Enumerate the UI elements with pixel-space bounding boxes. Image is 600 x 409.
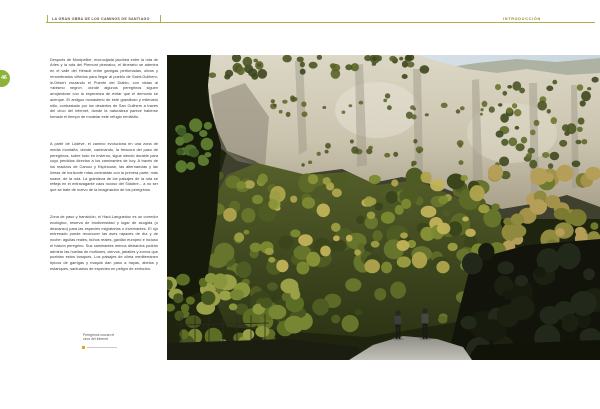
tree-canopy (241, 208, 255, 223)
sunlit-canopy (302, 197, 315, 209)
cliff-shrub (309, 62, 318, 69)
cliff-shrub (349, 104, 353, 107)
shadowed-canopy (497, 305, 520, 328)
sunlit-canopy (364, 259, 380, 273)
shrub (243, 329, 255, 340)
cliff-shrub (500, 113, 509, 122)
cliff-shrub (416, 146, 424, 152)
hiker-backpack (422, 314, 429, 324)
cliff-shrub (546, 86, 553, 92)
sunlit-canopy (268, 257, 275, 263)
tree-canopy (186, 162, 195, 170)
cliff-shrub (508, 137, 517, 146)
sunlit-canopy (530, 168, 548, 185)
sunlit-canopy (530, 199, 547, 215)
shrub (181, 304, 189, 313)
sunlit-canopy (461, 175, 468, 181)
sunlit-canopy (488, 165, 503, 181)
cliff-shrub (580, 100, 586, 106)
tree-canopy (374, 288, 386, 301)
hiker-head (422, 308, 427, 313)
cliff-shrub (359, 101, 364, 105)
sunlit-canopy (438, 196, 448, 205)
cliff-shrub (542, 152, 549, 158)
shadowed-canopy (561, 314, 578, 332)
sunlit-canopy (236, 181, 246, 189)
credit-marker-icon (82, 346, 85, 349)
cliff-shrub (515, 126, 520, 130)
tree-canopy (331, 315, 340, 324)
shadowed-canopy (497, 261, 514, 274)
cliff-shrub (385, 93, 390, 98)
cliff-shrub (537, 101, 547, 111)
shadowed-canopy (515, 275, 528, 286)
sunlit-canopy (381, 212, 395, 224)
cliff-shrub (529, 160, 537, 169)
cliff-shrub (325, 143, 331, 149)
tree-canopy (176, 160, 187, 172)
cliff-shrub (364, 55, 372, 61)
shrub (268, 305, 286, 320)
sunlit-canopy (323, 177, 331, 185)
cliff-shrub (412, 114, 417, 119)
cliff-shrub (271, 99, 275, 103)
cliff-shrub (237, 66, 245, 75)
sunlit-canopy (381, 262, 392, 274)
sunlit-canopy (276, 260, 288, 273)
sunlit-canopy (568, 209, 586, 226)
cliff-shrub (507, 85, 512, 89)
header-rule (46, 22, 595, 23)
cliff-shrub (506, 107, 512, 113)
cliff-shrub (526, 153, 532, 159)
cliff-shrub (322, 106, 326, 109)
shadowed-canopy (583, 268, 595, 280)
cliff-shrub (581, 91, 591, 101)
cliff-shrub (534, 120, 540, 126)
body-paragraph-1: Después de Montpellier, encrucijada jacobea entre la ruta de Arles y la ruta del Piemont pirenaico, el itinerario se adentra en el valle del Hérault entre garrigas perfumadas, olivos y renombrados viñedos para llegar al pueblo de Saint-Guilhem-le-Désert cruzando el Puente del Diablo, con vistas al «abismo negro», donde algunos peregrinos siguen arrojándose con la esperanza de evitar que el demonio se acerque. El antiguo monasterio de este grandioso y milenario sitio, contrastado por los desiertos de San Guilhem a través del circo del Infernet, donde la naturaleza parece haberse tomado el tiempo de modelar este refugio ermitaño. (50, 56, 158, 119)
sunlit-canopy (462, 217, 469, 222)
sunlit-canopy (397, 256, 411, 267)
cliff-shrub (499, 157, 509, 167)
cliff-shrub (325, 150, 329, 154)
cliff-shrub (342, 111, 346, 114)
tree-canopy (342, 315, 359, 332)
hiker-head (395, 310, 400, 315)
shrub (201, 291, 215, 305)
cliff-shrub (551, 117, 557, 124)
cliff-shrub (273, 104, 277, 107)
sunlit-canopy (371, 241, 380, 248)
tree-canopy (176, 148, 184, 155)
sunlit-canopy (465, 229, 476, 237)
page-number: 46 (1, 74, 7, 81)
cliff-shrub (514, 109, 521, 116)
sunlit-canopy (223, 208, 237, 222)
sunlit-canopy (234, 232, 244, 242)
sunlit-canopy (511, 214, 525, 226)
sunlit-canopy (554, 208, 570, 220)
cliff-shrub (282, 55, 291, 62)
cliff-shrub (420, 65, 430, 73)
sunlit-canopy (367, 212, 376, 220)
sunlit-canopy (592, 171, 600, 180)
sunlit-canopy (331, 223, 341, 232)
sunlit-canopy (332, 188, 342, 197)
sunlit-canopy (421, 172, 432, 183)
tree-canopy (390, 282, 406, 299)
tree-canopy (267, 282, 278, 291)
sunlit-canopy (397, 240, 410, 251)
hiker-shadow (419, 338, 431, 341)
shadowed-canopy (478, 243, 494, 261)
sunlit-canopy (555, 228, 564, 237)
running-header-title: LA GRAN OBRA DE LOS CAMINOS DE SANTIAGO (52, 16, 150, 21)
sunlit-canopy (391, 179, 398, 186)
cliff-shrub (243, 57, 253, 67)
photo-circo-del-infernet (167, 55, 600, 360)
cliff-shrub (572, 161, 581, 168)
tree-canopy (386, 191, 398, 204)
hiker-leg (423, 325, 425, 339)
cliff-shrub (481, 108, 484, 111)
tree-canopy (175, 136, 184, 145)
tree-canopy (189, 118, 202, 132)
cliff-shrub (577, 84, 583, 91)
cliff-shrub (258, 69, 268, 79)
sunlit-canopy (400, 232, 408, 238)
shrub (173, 293, 183, 303)
sunlit-canopy (369, 175, 381, 184)
cliff-shrub (548, 163, 553, 169)
cliff-shrub (530, 130, 536, 136)
shrub (290, 289, 300, 299)
sunlit-canopy (401, 199, 411, 209)
hiker-leg (396, 326, 398, 339)
cliff-shrub (480, 113, 483, 116)
tree-canopy (438, 316, 448, 324)
sunlit-canopy (290, 196, 297, 203)
cliff-shrub (402, 74, 408, 79)
sunlit-canopy (421, 206, 437, 218)
sunlit-canopy (354, 249, 361, 255)
cliff-shrub (290, 95, 295, 100)
body-paragraph-2: A partir de Lodève, el camino evoluciona en una zona de media montaña, donde, caminando, la frescura del paso de peregrinos, sobre todo en invierno, sigue siendo durable para cuyo perdidos directos a los caminantes de hoy. A través de los macizos de Caroux y Espinouse, las alternancias y las líneas de horizonte rotas contrastan con la primera parte, más suave, de la ruta. La grandeza de los paisajes de la ruta se refleja en el extravagante caos rocoso del Sidobre... a no ser que se trate de nuevo de la imaginación de los peregrinos. (50, 141, 158, 192)
shadowed-canopy (540, 306, 561, 325)
cliff-shrub (489, 106, 495, 112)
shadowed-canopy (535, 267, 546, 277)
cliff-shrub (582, 139, 588, 144)
shrub (229, 303, 238, 310)
shrub (260, 298, 272, 309)
sunlit-canopy (317, 204, 330, 218)
shrub (230, 289, 244, 300)
shrub (284, 316, 303, 334)
cliff-shrub (376, 55, 382, 61)
sunlit-canopy (346, 235, 353, 242)
hiker-leg (426, 325, 428, 339)
shrub (185, 315, 201, 328)
cliff-shrub (413, 108, 416, 111)
tree-canopy (204, 152, 211, 157)
cliff-shrub (308, 161, 312, 165)
cliff-shrub (458, 143, 462, 147)
sunlit-canopy (502, 224, 518, 241)
sunlit-canopy (412, 252, 427, 269)
cliff-shrub (562, 124, 570, 131)
sunlit-canopy (556, 165, 573, 182)
cliff-shrub (372, 56, 377, 61)
photo-caption: Peregrinos cruzan el circo del Infernet (83, 333, 115, 342)
cliff-shrub (301, 163, 304, 167)
cliff-shrub (496, 131, 504, 138)
sunlit-canopy (250, 243, 262, 253)
shadowed-canopy (502, 290, 514, 300)
tree-canopy (201, 138, 214, 151)
tree-canopy (356, 216, 364, 225)
shrub (176, 274, 190, 286)
tree-canopy (204, 122, 212, 130)
cliff-shrub (482, 101, 488, 107)
cliff-shrub (547, 109, 551, 114)
cliff-shrub (383, 99, 387, 103)
page-number-badge (0, 70, 10, 87)
sunlit-canopy (265, 248, 274, 255)
sunlit-canopy (436, 261, 449, 273)
cliff-shrub (516, 143, 525, 151)
cliff-shrub (587, 87, 591, 90)
tree-canopy (236, 261, 251, 278)
sunlit-canopy (252, 195, 263, 204)
credit-rule (87, 347, 117, 348)
cliff-shrub (411, 161, 417, 166)
tree-canopy (354, 309, 362, 316)
cliff-shrub (495, 84, 501, 90)
cliff-shrub (577, 127, 583, 132)
tree-canopy (189, 148, 199, 157)
cliff-shrub (521, 137, 527, 144)
tree-canopy (442, 210, 451, 217)
tree-canopy (278, 236, 293, 249)
cliff-shrub (459, 160, 464, 165)
cliff-shrub (552, 80, 557, 85)
hiker-leg (399, 326, 401, 339)
sunlit-canopy (448, 243, 458, 251)
cliff-shrub (501, 139, 508, 146)
sunlit-canopy (298, 234, 313, 246)
cliff-shrub (317, 152, 321, 156)
cliff-shrub (301, 101, 306, 107)
tree-canopy (198, 157, 209, 166)
cliff-shrub (368, 146, 373, 150)
tree-canopy (312, 299, 329, 316)
cliff-shrub (460, 106, 465, 110)
cliff-shrub (528, 148, 535, 154)
cliff-shrub (564, 131, 569, 136)
cliff-shrub (224, 74, 230, 79)
sunlit-canopy (470, 185, 485, 201)
cliff-shrub (519, 88, 525, 94)
shadowed-canopy (557, 243, 581, 269)
cliff-shrub (300, 69, 306, 75)
cliff-shrub (302, 111, 308, 117)
sunlit-canopy (296, 262, 309, 275)
cliff-shrub (257, 63, 261, 66)
cliff-shrub (331, 64, 340, 71)
hiker-shadow (392, 338, 404, 341)
shadowed-canopy (461, 316, 477, 330)
cliff-shrub (279, 110, 283, 114)
cliff-shrub (387, 105, 392, 110)
cliff-shrub (384, 153, 390, 158)
cliff-shrub (550, 152, 560, 161)
tree-canopy (214, 243, 234, 263)
cliff-shrub (498, 103, 502, 106)
sunlit-canopy (478, 204, 489, 213)
cliff-shrub (209, 72, 216, 78)
cliff-shrub (592, 77, 599, 83)
tree-canopy (373, 230, 383, 241)
hiker-backpack (395, 316, 402, 325)
cliff-shrub (282, 100, 287, 104)
cliff-shrub (399, 57, 403, 61)
sunlit-canopy (268, 199, 278, 209)
cliff-shrub (286, 112, 291, 117)
cliff-shrub (300, 62, 305, 68)
sunlit-canopy (320, 246, 331, 257)
tree-canopy (199, 130, 207, 137)
tree-canopy (177, 128, 186, 136)
body-paragraph-3: Zona de paso y transición, el Haut-Languedoc es un corredor ecológico, reserva de biodiversidad y lugar de acogida (o descanso) para las especies migratorias o invernantes. El ojo entrenado puede reconocer las aves rapaces de día y de noche: águilas reales, búhos reales, gavilán europeo e incluso el halcón peregrino. Sus caminantes menos distraídos podrán admirar las huellas de muflones, ciervos, jabalíes y zorros que pueblan estos bosques. Los paisajes de clima mediterráneo típicos de garrigas y maquis dan paso a hayas, abetos y estanques, santuarios de especies en peligro de extinción. (50, 214, 158, 271)
cliff-shrub (578, 118, 585, 125)
cliff-shrub (512, 103, 517, 108)
cliff-shrub (456, 109, 461, 113)
shrub (255, 326, 269, 337)
cliff-shrub (350, 140, 354, 144)
cliff-shrub (441, 103, 448, 108)
sunlit-canopy (258, 174, 268, 185)
cliff-shrub (351, 146, 358, 153)
cliff-shrub (345, 64, 352, 70)
sunlit-canopy (308, 174, 318, 184)
tree-canopy (345, 278, 361, 291)
running-header-section: INTRODUCCIÓN (503, 17, 541, 21)
sunlit-canopy (590, 222, 598, 230)
cliff-shrub (576, 140, 582, 145)
sunlit-canopy (290, 229, 300, 237)
shrub (205, 273, 217, 284)
sunlit-canopy (437, 223, 451, 235)
shrub (186, 297, 195, 305)
cliff-shrub (297, 57, 304, 62)
cliff-sunlit-patch (335, 82, 419, 138)
sunlit-canopy (364, 196, 374, 206)
cliff-shrub (248, 69, 257, 77)
cliff-shrub (559, 140, 567, 147)
sunlit-canopy (430, 179, 445, 191)
sunlit-canopy (333, 235, 340, 241)
tree-canopy (331, 239, 347, 252)
shrub (219, 291, 232, 301)
cliff-shrub (389, 56, 396, 62)
tree-canopy (375, 203, 384, 211)
cliff-shrub (413, 139, 417, 144)
shrub (175, 311, 184, 321)
shadowed-canopy (570, 291, 596, 316)
cliff-shrub (253, 59, 258, 63)
cliff-shrub (503, 91, 508, 96)
sunlit-canopy (243, 230, 249, 235)
cliff-shrub (402, 61, 408, 68)
cliff-shrub (425, 113, 429, 116)
cliff-shrub (393, 152, 398, 157)
